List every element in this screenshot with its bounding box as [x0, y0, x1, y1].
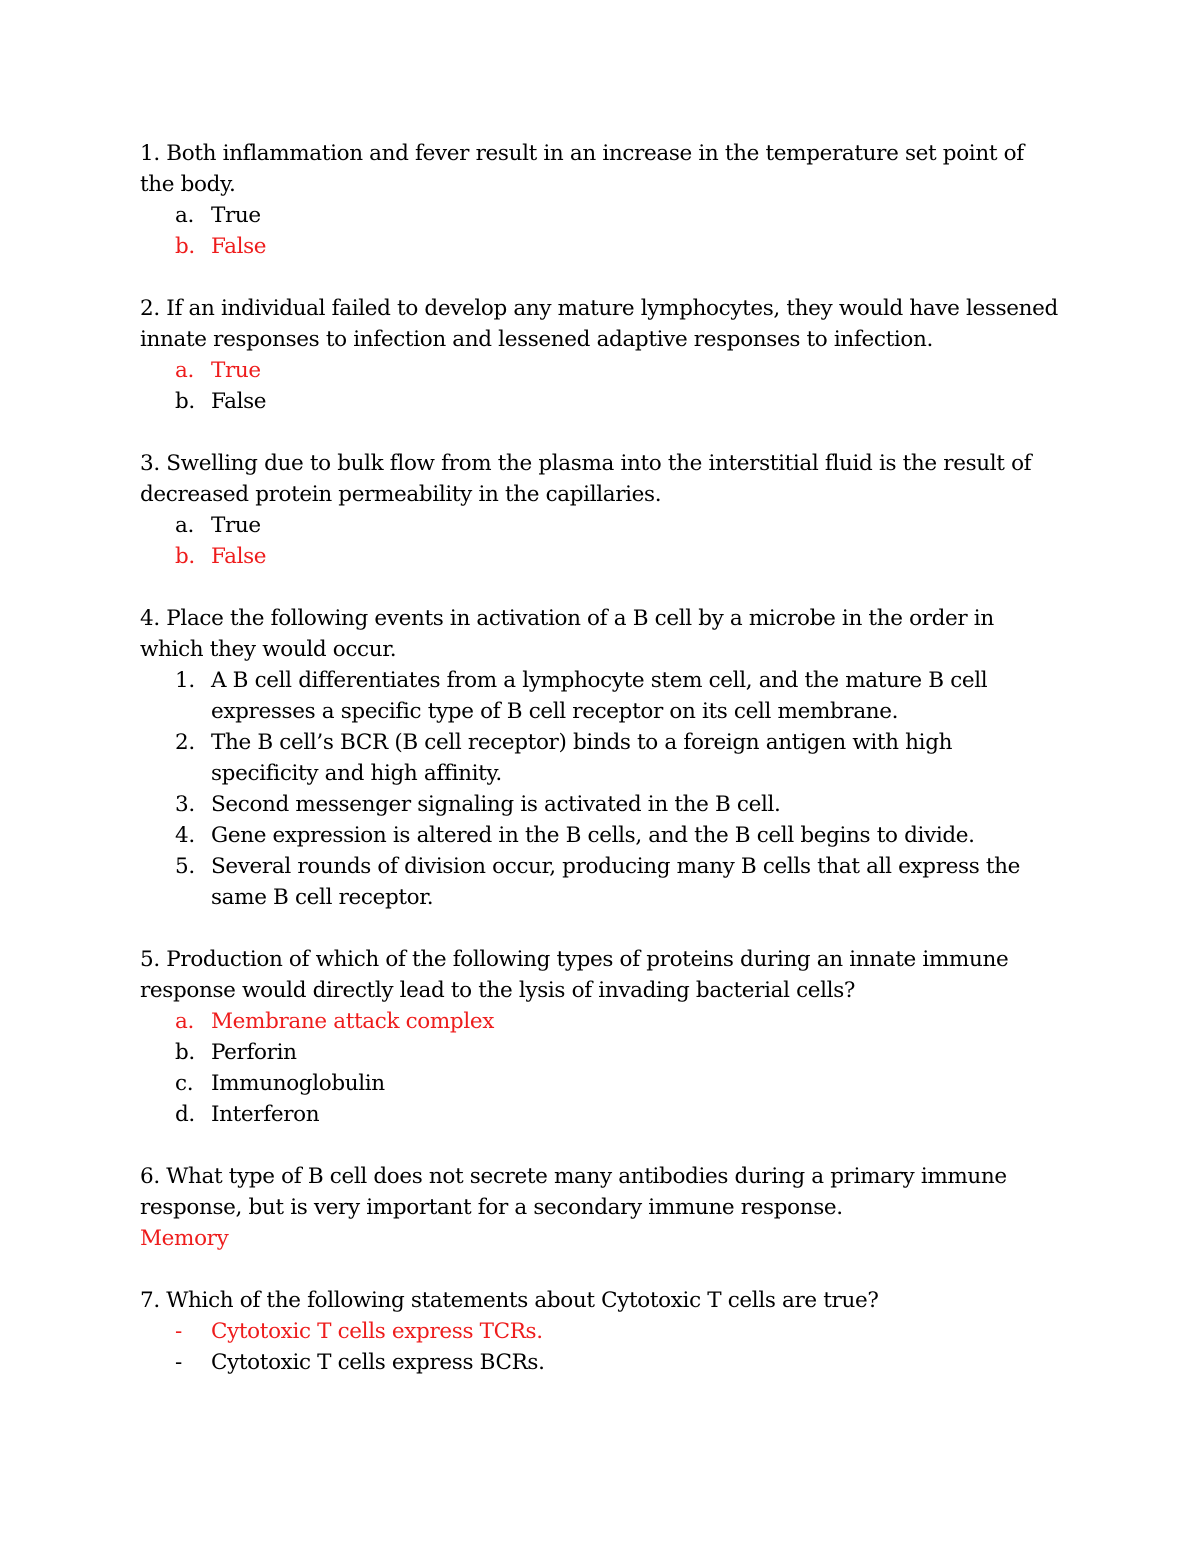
event-number: 2. — [175, 730, 195, 755]
question-3 — [140, 448, 1060, 572]
ordered-events-list — [140, 665, 1060, 913]
event-number: 1. — [175, 668, 195, 693]
event-item — [140, 665, 1060, 727]
option-text: Cytotoxic T cells express TCRs. — [211, 1319, 543, 1344]
event-number: 3. — [175, 792, 195, 817]
option-item-correct — [140, 1316, 1060, 1347]
dash-bullet: - — [175, 1350, 182, 1375]
event-number: 5. — [175, 854, 195, 879]
options-list — [140, 1316, 1060, 1378]
option-item-correct — [140, 1006, 1060, 1037]
options-list — [140, 355, 1060, 417]
event-text: Several rounds of division occur, producing many B cells that all express the same B cell receptor. — [211, 854, 1021, 910]
question-text: 1. Both inflammation and fever result in an increase in the temperature set point of the body. — [140, 141, 1024, 197]
event-number: 4. — [175, 823, 195, 848]
option-text: False — [211, 389, 267, 414]
option-marker: a. — [175, 203, 194, 228]
event-text: The B cell’s BCR (B cell receptor) binds to a foreign antigen with high specificity and high affinity. — [211, 730, 953, 786]
option-item — [140, 386, 1060, 417]
event-item — [140, 789, 1060, 820]
option-text: Immunoglobulin — [211, 1071, 385, 1096]
option-item-correct — [140, 541, 1060, 572]
option-item — [140, 1068, 1060, 1099]
option-text: Membrane attack complex — [211, 1009, 495, 1034]
question-text: 6. What type of B cell does not secrete many antibodies during a primary immune response, but is very important for a secondary immune response. — [140, 1164, 1007, 1220]
option-text: Cytotoxic T cells express BCRs. — [211, 1350, 545, 1375]
question-1 — [140, 138, 1060, 262]
event-text: Gene expression is altered in the B cells, and the B cell begins to divide. — [211, 823, 975, 848]
question-2 — [140, 293, 1060, 417]
question-text: 5. Production of which of the following types of proteins during an innate immune response would directly lead to the lysis of invading bacterial cells? — [140, 947, 1009, 1003]
option-text: True — [211, 203, 261, 228]
question-5 — [140, 944, 1060, 1130]
option-text: Interferon — [211, 1102, 320, 1127]
event-item — [140, 851, 1060, 913]
question-text: 7. Which of the following statements about Cytotoxic T cells are true? — [140, 1288, 879, 1313]
question-4 — [140, 603, 1060, 913]
option-item-correct — [140, 231, 1060, 262]
answer-text: Memory — [140, 1226, 229, 1251]
option-text: False — [211, 544, 267, 569]
option-text: False — [211, 234, 267, 259]
option-marker: a. — [175, 1009, 194, 1034]
option-marker: d. — [175, 1102, 195, 1127]
event-text: Second messenger signaling is activated in the B cell. — [211, 792, 781, 817]
option-item — [140, 1347, 1060, 1378]
document-page — [140, 138, 1060, 1409]
option-marker: a. — [175, 513, 194, 538]
option-item — [140, 510, 1060, 541]
option-marker: b. — [175, 1040, 195, 1065]
option-item — [140, 1037, 1060, 1068]
event-item — [140, 727, 1060, 789]
option-text: Perforin — [211, 1040, 297, 1065]
option-marker: c. — [175, 1071, 194, 1096]
option-text: True — [211, 513, 261, 538]
option-item — [140, 200, 1060, 231]
question-text: 3. Swelling due to bulk flow from the plasma into the interstitial fluid is the result of decreased protein permeability in the capillaries. — [140, 451, 1032, 507]
options-list — [140, 200, 1060, 262]
option-item — [140, 1099, 1060, 1130]
option-item-correct — [140, 355, 1060, 386]
option-marker: a. — [175, 358, 194, 383]
dash-bullet: - — [175, 1319, 182, 1344]
options-list — [140, 1006, 1060, 1130]
options-list — [140, 510, 1060, 572]
question-text: 2. If an individual failed to develop any mature lymphocytes, they would have lessened innate responses to infection and lessened adaptive responses to infection. — [140, 296, 1058, 352]
option-marker: b. — [175, 234, 195, 259]
option-marker: b. — [175, 389, 195, 414]
option-text: True — [211, 358, 261, 383]
question-7 — [140, 1285, 1060, 1378]
question-6 — [140, 1161, 1060, 1254]
event-text: A B cell differentiates from a lymphocyte stem cell, and the mature B cell expresses a specific type of B cell receptor on its cell membrane. — [211, 668, 988, 724]
question-text: 4. Place the following events in activation of a B cell by a microbe in the order in which they would occur. — [140, 606, 994, 662]
event-item — [140, 820, 1060, 851]
option-marker: b. — [175, 544, 195, 569]
